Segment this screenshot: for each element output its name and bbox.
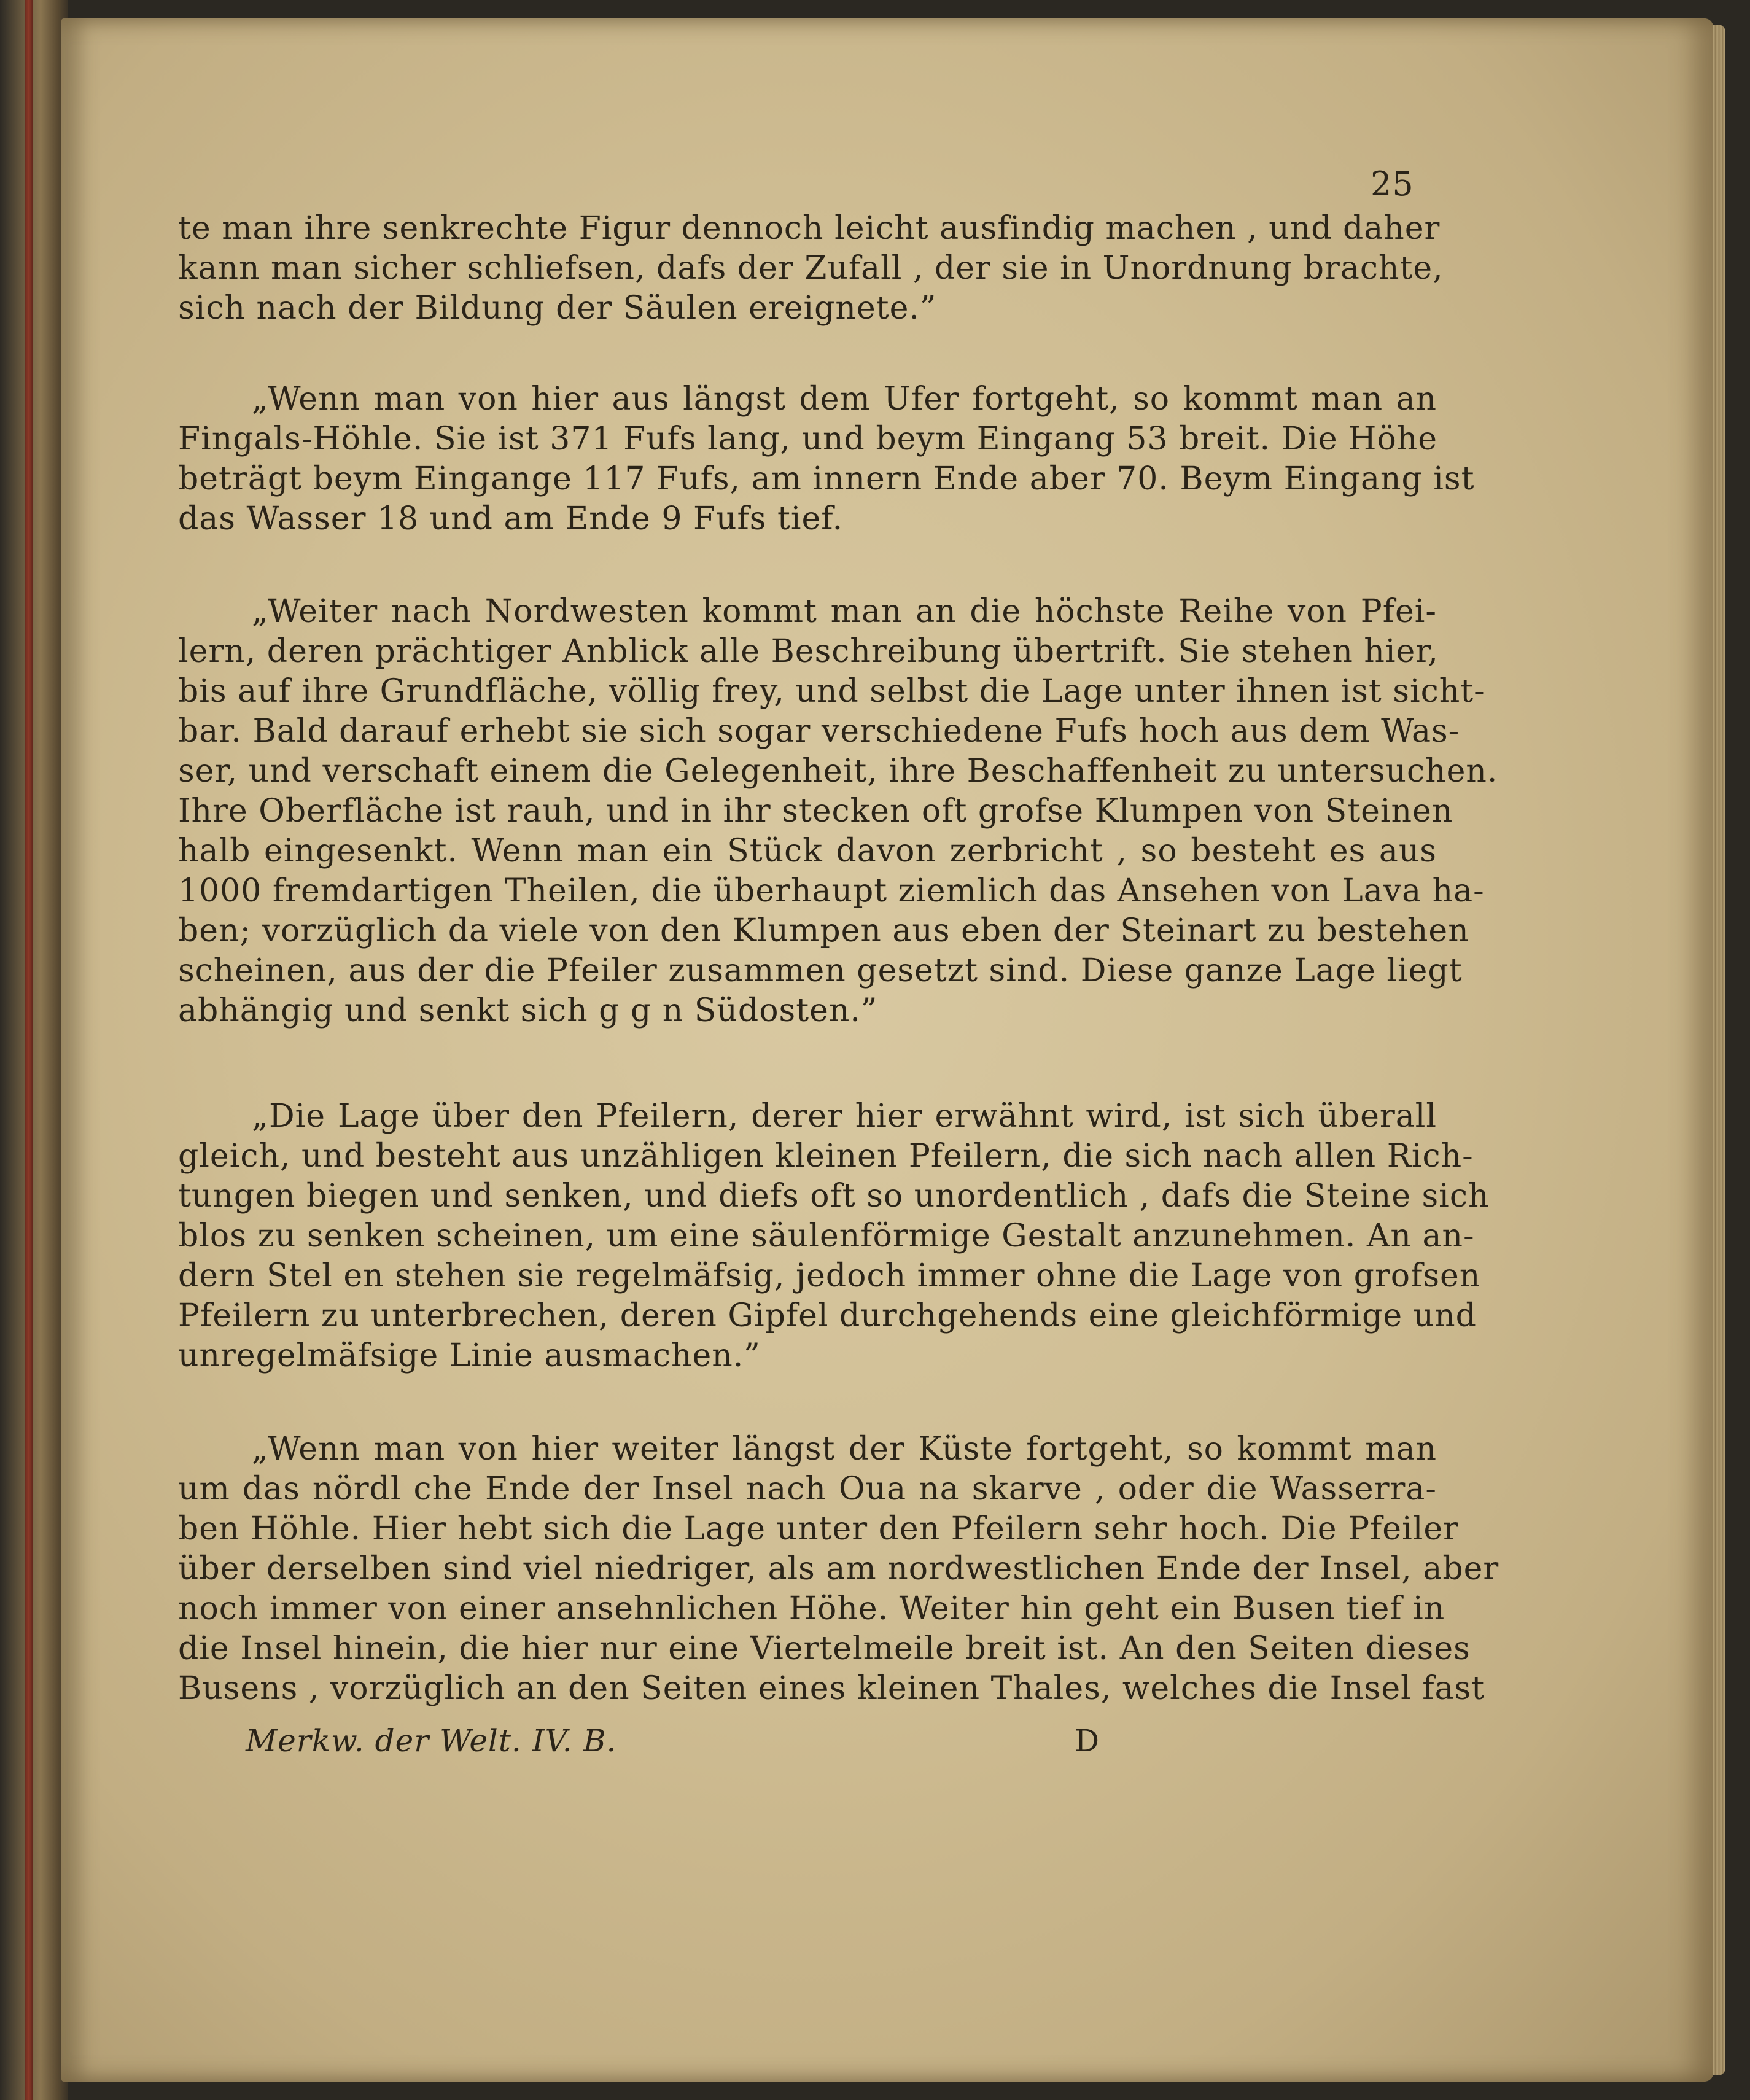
paragraph-1 [178,209,1444,329]
left-page-edge [0,0,68,2100]
text-line: halb eingesenkt. Wenn man ein Stück davon zerbricht , so besteht es aus [178,833,1437,869]
text-line: ser, und verschaft einem die Gelegenheit, ihre Beschaffenheit zu untersuchen. [178,753,1498,790]
text-line: kann man sicher schliefsen, dafs der Zufall , der sie in Unordnung brachte, [178,250,1444,287]
text-line: lern, deren prächtiger Anblick alle Beschreibung übertrift. Sie stehen hier, [178,633,1439,670]
text-line: ben; vorzüglich da viele von den Klumpen aus eben der Steinart zu bestehen [178,912,1469,949]
paragraph-4 [178,1097,1490,1376]
signature-letter: D [1075,1723,1100,1759]
text-line: „Die Lage über den Pfeilern, derer hier erwähnt wird, ist sich überall [252,1098,1437,1135]
text-line: sich nach der Bildung der Säulen ereignete.” [178,290,937,327]
text-line: das Wasser 18 und am Ende 9 Fufs tief. [178,500,844,537]
text-line: tungen biegen und senken, und diefs oft so unordentlich , dafs die Steine sich [178,1178,1490,1215]
text-line: über derselben sind viel niedriger, als am nordwestlichen Ende der Insel, aber [178,1550,1499,1587]
text-line: um das nördl che Ende der Insel nach Oua na skarve , oder die Wasserra- [178,1471,1437,1507]
page-number: 25 [1371,165,1414,203]
text-line: bis auf ihre Grundfläche, völlig frey, und selbst die Lage unter ihnen ist sicht- [178,673,1485,710]
text-line: noch immer von einer ansehnlichen Höhe. Weiter hin geht ein Busen tief in [178,1590,1445,1627]
text-line: te man ihre senkrechte Figur dennoch leicht ausfindig machen , und daher [178,210,1441,247]
signature-mark: Merkw. der Welt. IV. B. [246,1723,617,1759]
text-line: Busens , vorzüglich an den Seiten eines kleinen Thales, welches die Insel fast [178,1670,1485,1707]
paragraph-2 [178,379,1475,539]
text-line: „Wenn man von hier aus längst dem Ufer fortgeht, so kommt man an [252,381,1437,418]
text-line: blos zu senken scheinen, um eine säulenförmige Gestalt anzunehmen. An an- [178,1218,1475,1254]
text-line: abhängig und senkt sich g g n Südosten.” [178,992,878,1029]
paragraph-5 [178,1429,1499,1709]
text-line: scheinen, aus der die Pfeiler zusammen gesetzt sind. Diese ganze Lage liegt [178,952,1463,989]
text-line: „Wenn man von hier weiter längst der Küste fortgeht, so kommt man [252,1431,1437,1468]
text-line: 1000 fremdartigen Theilen, die überhaupt ziemlich das Ansehen von Lava ha- [178,873,1485,909]
paragraph-3 [178,592,1498,1031]
binding-strip [25,0,33,2100]
text-line: Ihre Oberfläche ist rauh, und in ihr stecken oft grofse Klumpen von Steinen [178,793,1453,830]
text-line: unregelmäfsige Linie ausmachen.” [178,1337,761,1374]
text-line: die Insel hinein, die hier nur eine Viertelmeile breit ist. An den Seiten dieses [178,1630,1471,1667]
text-line: gleich, und besteht aus unzähligen kleinen Pfeilern, die sich nach allen Rich- [178,1138,1474,1175]
text-line: Pfeilern zu unterbrechen, deren Gipfel durchgehends eine gleichförmige und [178,1297,1477,1334]
text-line: „Weiter nach Nordwesten kommt man an die höchste Reihe von Pfei- [252,593,1437,630]
text-line: Fingals-Höhle. Sie ist 371 Fufs lang, und beym Eingang 53 breit. Die Höhe [178,421,1438,457]
text-line: beträgt beym Eingange 117 Fufs, am innern Ende aber 70. Beym Eingang ist [178,461,1475,497]
text-line: ben Höhle. Hier hebt sich die Lage unter den Pfeilern sehr hoch. Die Pfeiler [178,1511,1459,1547]
text-line: dern Stel en stehen sie regelmäfsig, jedoch immer ohne die Lage von grofsen [178,1258,1481,1294]
text-line: bar. Bald darauf erhebt sie sich sogar verschiedene Fufs hoch aus dem Was- [178,713,1460,750]
